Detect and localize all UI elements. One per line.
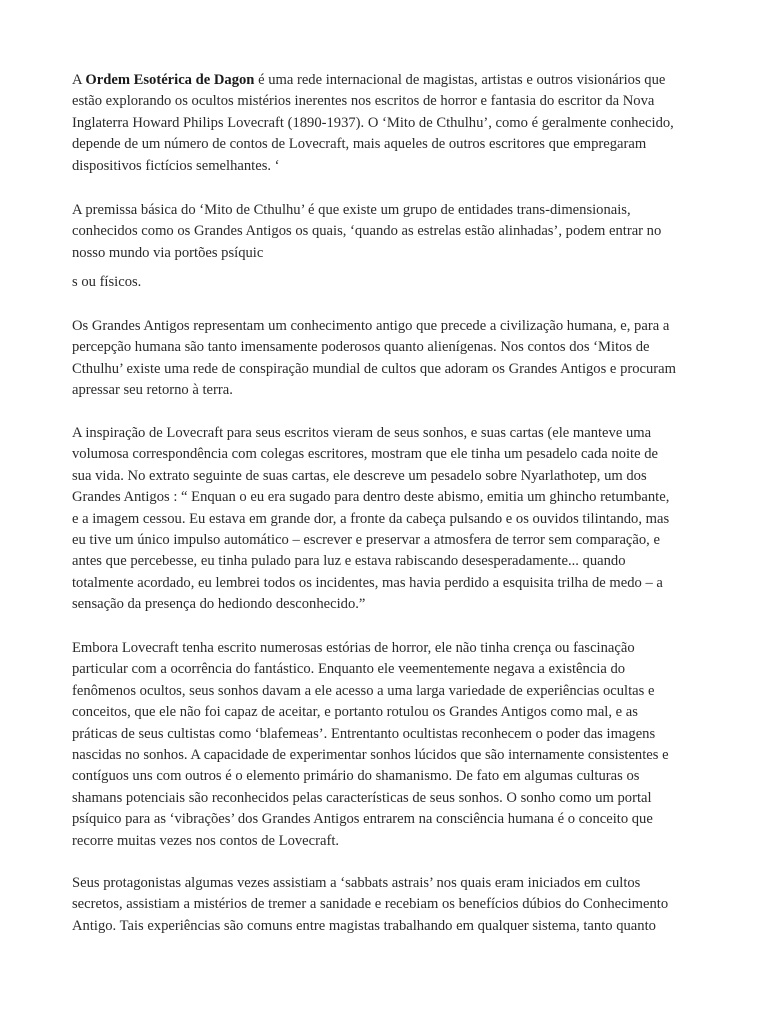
- paragraph-line: Inglaterra Howard Philips Lovecraft (1890-1937). O ‘Mito de Cthulhu’, como é geralmente conhecido,: [72, 114, 674, 131]
- paragraph-line: fenômenos ocultos, seus sonhos davam a ele acesso a uma larga variedade de experiências ocultas e: [72, 682, 655, 699]
- paragraph-line: apressar seu retorno à terra.: [72, 382, 233, 399]
- paragraph-line: Antigo. Tais experiências são comuns entre magistas trabalhando em qualquer sistema, tanto quanto: [72, 917, 656, 934]
- paragraph-line: antes que percebesse, eu tinha pulado para luz e estava rabiscando desesperadamente... quando: [72, 553, 626, 570]
- paragraph-line: nascidas no sonhos. A capacidade de experimentar sonhos lúcidos que são internamente consistentes e: [72, 747, 669, 764]
- paragraph-line: Seus protagonistas algumas vezes assistiam a ‘sabbats astrais’ nos quais eram iniciados em cultos: [72, 875, 641, 891]
- paragraph-line: shamans potenciais são reconhecidos pelas características de seus sonhos. O sonho como um portal: [72, 789, 652, 806]
- paragraph-5: [72, 423, 704, 616]
- paragraph-6: [72, 638, 704, 852]
- paragraph-line: Grandes Antigos : “ Enquan o eu era sugado para dentro deste abismo, emitia um ghincho retumbante,: [72, 489, 670, 506]
- paragraph-line: depende de um número de contos de Lovecraft, mais aqueles de outros escritores que empregaram: [72, 136, 647, 153]
- paragraph-line: [72, 70, 704, 91]
- organization-name: Ordem Esotérica de Dagon: [85, 72, 255, 88]
- paragraph-1: [72, 70, 704, 177]
- paragraph-line: práticas de seus cultistas como ‘blafemeas’. Entrentanto ocultistas reconhecem o poder das imagens: [72, 725, 656, 742]
- paragraph-line: particular com a ocorrência do fantástico. Enquanto ele veementemente negava a existência do: [72, 661, 626, 678]
- paragraph-line: e a imagem cessou. Eu estava em grande dor, a fronte da cabeça pulsando e os ouvidos tilintando, mas: [72, 510, 670, 527]
- paragraph-line: nosso mundo via portões psíquic: [72, 244, 264, 261]
- paragraph-line: s ou físicos.: [72, 274, 142, 290]
- paragraph-line: secretos, assistiam a mistérios de tremer a sanidade e recebiam os benefícios dúbios do Conhecimento: [72, 896, 669, 913]
- paragraph-line: volumosa correspondência com colegas escritores, mostram que ele tinha um pesadelo cada noite de: [72, 446, 658, 463]
- paragraph-2: [72, 200, 704, 264]
- paragraph-line: totalmente acordado, eu lembrei todos os incidentes, mas havia perdido a esquisita trilha de medo – a: [72, 574, 663, 591]
- paragraph-line: Cthulhu’ existe uma rede de conspiração mundial de cultos que adoram os Grandes Antigos e procuram: [72, 360, 676, 377]
- paragraph-line: Embora Lovecraft tenha escrito numerosas estórias de horror, ele não tinha crença ou fascinação: [72, 640, 635, 656]
- paragraph-line: percepção humana são tanto imensamente poderosos quanto alienígenas. Nos contos dos ‘Mitos de: [72, 339, 650, 356]
- paragraph-line: sua vida. No extrato seguinte de suas cartas, ele descreve um pesadelo sobre Nyarlathotep, um dos: [72, 467, 647, 484]
- paragraph-line: contíguos uns com outros é o elemento primário do shamanismo. De fato em algumas culturas os: [72, 768, 640, 785]
- paragraph-4: [72, 316, 704, 402]
- paragraph-7: [72, 873, 704, 937]
- paragraph-line: Os Grandes Antigos representam um conhecimento antigo que precede a civilização humana, e, para a: [72, 318, 670, 334]
- paragraph-line: estão explorando os ocultos mistérios inerentes nos escritos de horror e fantasia do escritor da Nova: [72, 93, 655, 110]
- paragraph-line: conceitos, que ele não foi capaz de aceitar, e portanto rotulou os Grandes Antigos como mal, e as: [72, 704, 638, 721]
- paragraph-line-text: é uma rede internacional de magistas, artistas e outros visionários que: [254, 72, 666, 88]
- paragraph-line: conhecidos como os Grandes Antigos os quais, ‘quando as estrelas estão alinhadas’, podem entrar no: [72, 223, 662, 240]
- paragraph-line: psíquico para as ‘vibrações’ dos Grandes Antigos entrarem na consciência humana é o conceito que: [72, 811, 653, 828]
- paragraph-line: A premissa básica do ‘Mito de Cthulhu’ é que existe um grupo de entidades trans-dimensionais,: [72, 202, 631, 218]
- paragraph-line: eu tive um único impulso automático – escrever e preservar a atmosfera de terror sem comparação, e: [72, 532, 660, 549]
- paragraph-prefix: A: [72, 72, 86, 88]
- paragraph-3: [72, 272, 704, 293]
- paragraph-line: sensação da presença do hediondo desconhecido.”: [72, 596, 366, 613]
- paragraph-line: recorre muitas vezes nos contos de Lovecraft.: [72, 832, 340, 849]
- paragraph-line: dispositivos fictícios semelhantes. ‘: [72, 157, 280, 174]
- paragraph-line: A inspiração de Lovecraft para seus escritos vieram de seus sonhos, e suas cartas (ele manteve uma: [72, 425, 652, 441]
